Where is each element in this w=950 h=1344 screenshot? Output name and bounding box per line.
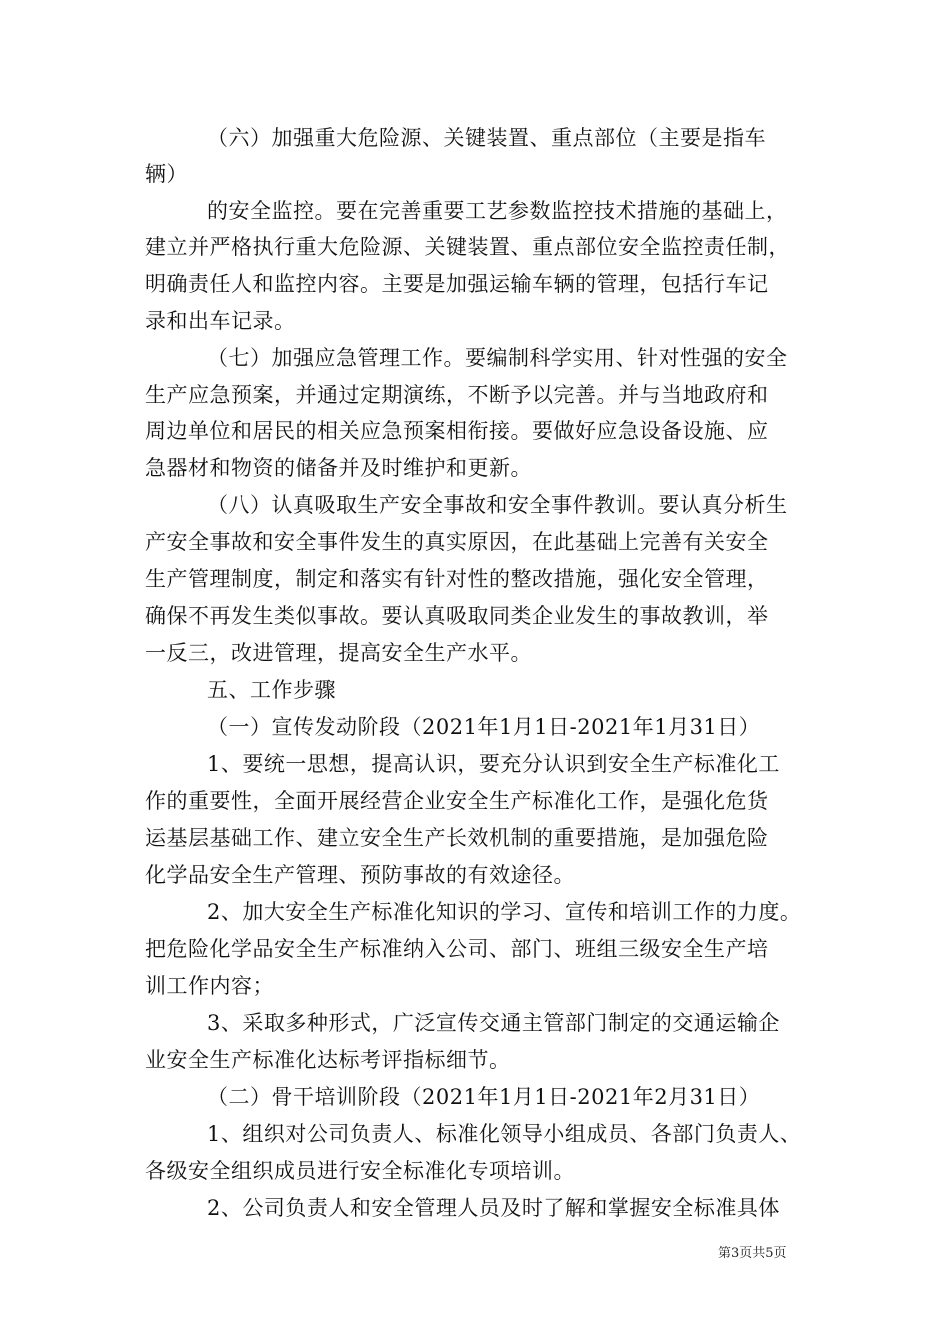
- text-line: 录和出车记录。: [145, 309, 296, 333]
- text-line: 周边单位和居民的相关应急预案相衔接。要做好应急设备设施、应: [145, 419, 769, 443]
- subsection-heading: （二）骨干培训阶段（2021年1月1日-2021年2月31日）: [207, 1085, 761, 1109]
- text-line: 2、加大安全生产标准化知识的学习、宣传和培训工作的力度。: [207, 900, 802, 924]
- text-line: 辆）: [145, 162, 188, 186]
- text-line: 产安全事故和安全事件发生的真实原因，在此基础上完善有关安全: [145, 530, 769, 554]
- page-number-footer: 第3页共5页: [718, 1246, 787, 1261]
- text-line: 建立并严格执行重大危险源、关键装置、重点部位安全监控责任制，: [145, 235, 790, 259]
- text-line: 生产应急预案，并通过定期演练，不断予以完善。并与当地政府和: [145, 383, 769, 407]
- text-line: （八）认真吸取生产安全事故和安全事件教训。要认真分析生: [207, 493, 788, 517]
- text-line: 确保不再发生类似事故。要认真吸取同类企业发生的事故教训，举: [145, 604, 769, 628]
- text-line: 业安全生产标准化达标考评指标细节。: [145, 1048, 511, 1072]
- text-line: 急器材和物资的储备并及时维护和更新。: [145, 456, 532, 480]
- subsection-heading: （一）宣传发动阶段（2021年1月1日-2021年1月31日）: [207, 715, 761, 739]
- text-line: 1、要统一思想，提高认识，要充分认识到安全生产标准化工: [207, 752, 780, 776]
- text-line: （七）加强应急管理工作。要编制科学实用、针对性强的安全: [207, 346, 788, 370]
- text-line: （六）加强重大危险源、关键装置、重点部位（主要是指车: [207, 126, 766, 150]
- text-line: 各级安全组织成员进行安全标准化专项培训。: [145, 1159, 575, 1183]
- text-line: 作的重要性，全面开展经营企业安全生产标准化工作，是强化危货: [145, 789, 769, 813]
- text-line: 生产管理制度，制定和落实有针对性的整改措施，强化安全管理，: [145, 567, 769, 591]
- text-line: 1、组织对公司负责人、标准化领导小组成员、各部门负责人、: [207, 1122, 802, 1146]
- section-heading: 五、工作步骤: [207, 678, 336, 702]
- text-line: 把危险化学品安全生产标准纳入公司、部门、班组三级安全生产培: [145, 937, 769, 961]
- text-line: 2、公司负责人和安全管理人员及时了解和掌握安全标准具体: [207, 1196, 780, 1220]
- text-line: 3、采取多种形式，广泛宣传交通主管部门制定的交通运输企: [207, 1011, 780, 1035]
- text-line: 明确责任人和监控内容。主要是加强运输车辆的管理，包括行车记: [145, 272, 769, 296]
- text-line: 运基层基础工作、建立安全生产长效机制的重要措施，是加强危险: [145, 826, 769, 850]
- text-line: 训工作内容；: [145, 974, 274, 998]
- text-line: 一反三，改进管理，提高安全生产水平。: [145, 641, 532, 665]
- text-line: 化学品安全生产管理、预防事故的有效途径。: [145, 863, 575, 887]
- text-line: 的安全监控。要在完善重要工艺参数监控技术措施的基础上，: [207, 199, 788, 223]
